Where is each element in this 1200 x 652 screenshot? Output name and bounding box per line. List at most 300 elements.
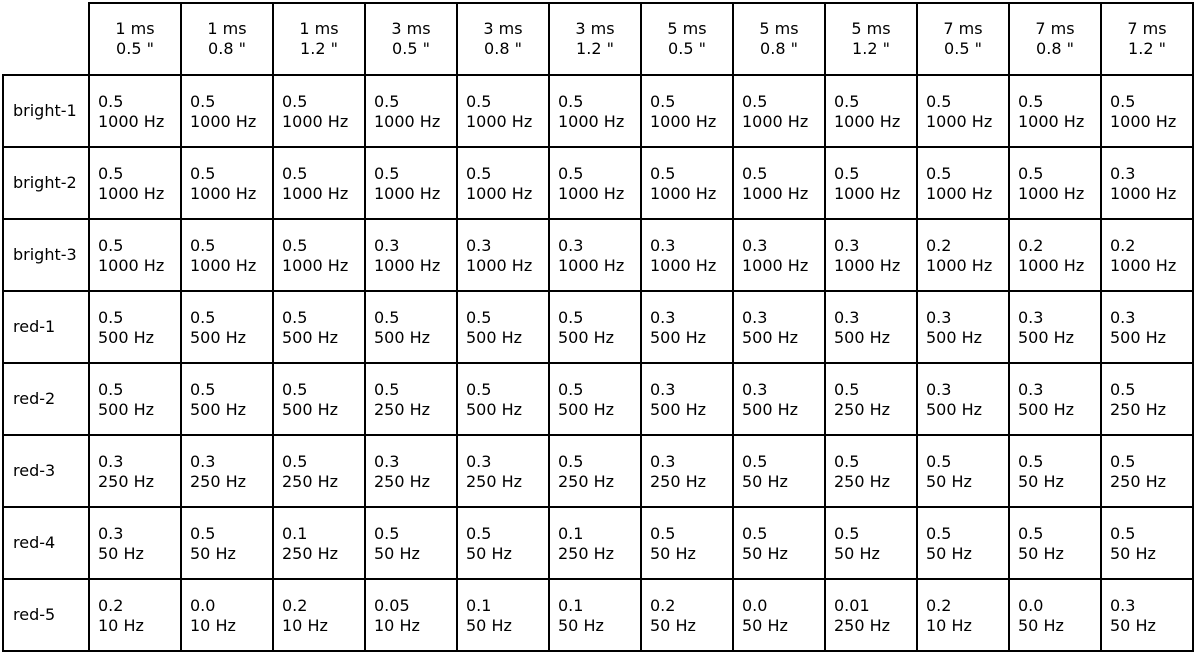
cell-frequency: 1000 Hz (466, 111, 533, 131)
table-cell (273, 435, 365, 507)
table-row (3, 579, 1193, 651)
table-cell (89, 579, 181, 651)
column-header (273, 3, 365, 75)
cell-value: 0.3 (742, 379, 768, 399)
cell-frequency: 1000 Hz (98, 183, 165, 203)
table-cell (549, 435, 641, 507)
cell-frequency: 1000 Hz (834, 183, 901, 203)
cell-frequency: 1000 Hz (834, 255, 901, 275)
table-row (3, 291, 1193, 363)
cell-value: 0.5 (190, 307, 216, 327)
corner-cell (3, 3, 89, 75)
table-cell (641, 291, 733, 363)
table-cell (917, 507, 1009, 579)
column-duration: 3 ms (391, 19, 431, 38)
column-duration: 7 ms (1035, 19, 1075, 38)
cell-frequency: 1000 Hz (742, 111, 809, 131)
column-header (917, 3, 1009, 75)
cell-frequency: 500 Hz (190, 399, 247, 419)
cell-value: 0.0 (742, 595, 768, 615)
cell-frequency: 10 Hz (926, 615, 972, 635)
cell-value: 0.5 (374, 91, 400, 111)
cell-frequency: 50 Hz (926, 543, 972, 563)
table-cell (1101, 219, 1193, 291)
column-duration: 5 ms (667, 19, 707, 38)
column-duration: 7 ms (1127, 19, 1167, 38)
cell-value: 0.3 (374, 235, 400, 255)
cell-value: 0.3 (650, 451, 676, 471)
column-size: 0.8 " (484, 39, 522, 58)
column-duration: 7 ms (943, 19, 983, 38)
cell-value: 0.5 (650, 91, 676, 111)
cell-frequency: 1000 Hz (650, 183, 717, 203)
cell-frequency: 250 Hz (558, 543, 615, 563)
table-cell (457, 291, 549, 363)
cell-value: 0.3 (1110, 595, 1136, 615)
cell-frequency: 250 Hz (282, 471, 339, 491)
cell-frequency: 1000 Hz (926, 111, 993, 131)
table-cell (825, 363, 917, 435)
table-cell (917, 579, 1009, 651)
cell-frequency: 1000 Hz (1110, 255, 1177, 275)
column-size: 1.2 " (300, 39, 338, 58)
cell-frequency: 500 Hz (98, 327, 155, 347)
table-cell (641, 219, 733, 291)
table-cell (181, 291, 273, 363)
results-table (2, 2, 1194, 652)
table-cell (457, 507, 549, 579)
cell-value: 0.2 (1110, 235, 1136, 255)
table-row (3, 75, 1193, 147)
cell-value: 0.5 (926, 451, 952, 471)
cell-value: 0.2 (282, 595, 308, 615)
column-size: 1.2 " (1128, 39, 1166, 58)
table-cell (641, 75, 733, 147)
table-cell (365, 147, 457, 219)
cell-frequency: 1000 Hz (190, 255, 257, 275)
table-cell (365, 75, 457, 147)
cell-frequency: 250 Hz (834, 471, 891, 491)
cell-value: 0.5 (374, 163, 400, 183)
cell-value: 0.3 (650, 307, 676, 327)
cell-value: 0.1 (558, 595, 584, 615)
cell-value: 0.3 (742, 235, 768, 255)
cell-frequency: 500 Hz (466, 327, 523, 347)
cell-frequency: 50 Hz (1018, 543, 1064, 563)
cell-value: 0.3 (1110, 307, 1136, 327)
column-size: 1.2 " (852, 39, 890, 58)
cell-frequency: 50 Hz (650, 543, 696, 563)
row-label: red-1 (3, 291, 89, 363)
cell-value: 0.3 (650, 235, 676, 255)
cell-value: 0.5 (374, 307, 400, 327)
column-header (641, 3, 733, 75)
column-header (825, 3, 917, 75)
table-cell (89, 75, 181, 147)
table-cell (1009, 75, 1101, 147)
table-cell (273, 75, 365, 147)
cell-value: 0.5 (190, 163, 216, 183)
table-cell (457, 579, 549, 651)
column-size: 0.8 " (208, 39, 246, 58)
row-label: red-3 (3, 435, 89, 507)
cell-value: 0.3 (926, 379, 952, 399)
cell-value: 0.5 (466, 379, 492, 399)
cell-value: 0.5 (558, 379, 584, 399)
table-cell (917, 291, 1009, 363)
table-row (3, 507, 1193, 579)
column-duration: 5 ms (759, 19, 799, 38)
column-size: 0.5 " (944, 39, 982, 58)
cell-frequency: 1000 Hz (926, 255, 993, 275)
cell-frequency: 50 Hz (466, 615, 512, 635)
cell-value: 0.5 (1110, 379, 1136, 399)
table-cell (1009, 363, 1101, 435)
cell-frequency: 500 Hz (558, 399, 615, 419)
cell-frequency: 50 Hz (98, 543, 144, 563)
cell-frequency: 250 Hz (834, 399, 891, 419)
table-cell (365, 579, 457, 651)
cell-frequency: 1000 Hz (466, 255, 533, 275)
cell-value: 0.5 (742, 91, 768, 111)
cell-frequency: 50 Hz (742, 471, 788, 491)
table-cell (365, 219, 457, 291)
cell-value: 0.01 (834, 595, 870, 615)
table-cell (1101, 435, 1193, 507)
cell-frequency: 250 Hz (98, 471, 155, 491)
cell-frequency: 500 Hz (742, 327, 799, 347)
cell-frequency: 1000 Hz (742, 183, 809, 203)
table-cell (1101, 291, 1193, 363)
table-cell (457, 363, 549, 435)
cell-value: 0.1 (466, 595, 492, 615)
table-cell (365, 507, 457, 579)
cell-frequency: 1000 Hz (834, 111, 901, 131)
cell-value: 0.5 (466, 307, 492, 327)
cell-value: 0.5 (742, 451, 768, 471)
cell-value: 0.5 (1110, 523, 1136, 543)
cell-frequency: 1000 Hz (190, 111, 257, 131)
cell-frequency: 500 Hz (650, 399, 707, 419)
cell-frequency: 1000 Hz (926, 183, 993, 203)
cell-frequency: 250 Hz (190, 471, 247, 491)
cell-value: 0.5 (466, 91, 492, 111)
table-cell (457, 435, 549, 507)
cell-frequency: 50 Hz (374, 543, 420, 563)
column-header (549, 3, 641, 75)
table-cell (1009, 435, 1101, 507)
cell-value: 0.5 (190, 91, 216, 111)
table-cell (733, 579, 825, 651)
row-label: bright-3 (3, 219, 89, 291)
cell-value: 0.3 (926, 307, 952, 327)
cell-frequency: 50 Hz (558, 615, 604, 635)
table-cell (641, 435, 733, 507)
cell-value: 0.3 (98, 523, 124, 543)
table-cell (273, 219, 365, 291)
cell-frequency: 1000 Hz (374, 255, 441, 275)
column-size: 0.5 " (116, 39, 154, 58)
cell-value: 0.5 (558, 91, 584, 111)
cell-value: 0.5 (374, 379, 400, 399)
table-cell (1101, 579, 1193, 651)
cell-value: 0.5 (834, 163, 860, 183)
table-row (3, 435, 1193, 507)
table-cell (733, 219, 825, 291)
cell-frequency: 10 Hz (190, 615, 236, 635)
cell-value: 0.3 (1018, 307, 1044, 327)
table-cell (825, 147, 917, 219)
table-cell (1101, 507, 1193, 579)
cell-value: 0.5 (98, 163, 124, 183)
cell-value: 0.2 (1018, 235, 1044, 255)
cell-frequency: 250 Hz (558, 471, 615, 491)
cell-value: 0.5 (558, 307, 584, 327)
cell-frequency: 50 Hz (834, 543, 880, 563)
column-header (365, 3, 457, 75)
cell-frequency: 500 Hz (558, 327, 615, 347)
cell-frequency: 50 Hz (926, 471, 972, 491)
table-cell (181, 435, 273, 507)
cell-value: 0.3 (1018, 379, 1044, 399)
cell-value: 0.5 (1110, 451, 1136, 471)
cell-value: 0.5 (834, 91, 860, 111)
column-duration: 5 ms (851, 19, 891, 38)
cell-frequency: 1000 Hz (190, 183, 257, 203)
cell-frequency: 1000 Hz (98, 255, 165, 275)
cell-frequency: 50 Hz (1110, 543, 1156, 563)
column-size: 0.5 " (668, 39, 706, 58)
cell-value: 0.5 (282, 235, 308, 255)
table-cell (273, 507, 365, 579)
cell-frequency: 1000 Hz (558, 111, 625, 131)
cell-frequency: 250 Hz (466, 471, 523, 491)
cell-frequency: 500 Hz (742, 399, 799, 419)
table-cell (273, 363, 365, 435)
cell-frequency: 1000 Hz (1018, 111, 1085, 131)
column-size: 0.8 " (1036, 39, 1074, 58)
cell-value: 0.2 (650, 595, 676, 615)
table-cell (733, 435, 825, 507)
cell-frequency: 1000 Hz (650, 255, 717, 275)
cell-value: 0.2 (926, 595, 952, 615)
table-cell (1009, 507, 1101, 579)
table-cell (273, 291, 365, 363)
table-cell (181, 579, 273, 651)
table-cell (181, 147, 273, 219)
table-cell (825, 291, 917, 363)
cell-value: 0.5 (1018, 523, 1044, 543)
table-cell (733, 147, 825, 219)
cell-frequency: 1000 Hz (374, 183, 441, 203)
cell-value: 0.5 (282, 163, 308, 183)
cell-value: 0.2 (926, 235, 952, 255)
table-row (3, 363, 1193, 435)
table-cell (1101, 75, 1193, 147)
cell-value: 0.3 (650, 379, 676, 399)
cell-value: 0.5 (190, 235, 216, 255)
cell-frequency: 50 Hz (742, 615, 788, 635)
cell-frequency: 1000 Hz (466, 183, 533, 203)
row-label: red-4 (3, 507, 89, 579)
table-cell (825, 507, 917, 579)
cell-frequency: 250 Hz (650, 471, 707, 491)
table-cell (89, 363, 181, 435)
column-header (733, 3, 825, 75)
table-cell (641, 507, 733, 579)
table-cell (1101, 363, 1193, 435)
cell-frequency: 500 Hz (926, 399, 983, 419)
cell-frequency: 250 Hz (1110, 471, 1167, 491)
cell-frequency: 500 Hz (1018, 327, 1075, 347)
cell-value: 0.0 (190, 595, 216, 615)
table-cell (917, 75, 1009, 147)
table-cell (457, 75, 549, 147)
table-cell (181, 219, 273, 291)
cell-frequency: 250 Hz (282, 543, 339, 563)
cell-frequency: 500 Hz (374, 327, 431, 347)
table-cell (825, 219, 917, 291)
table-row (3, 219, 1193, 291)
cell-value: 0.5 (190, 379, 216, 399)
cell-frequency: 500 Hz (466, 399, 523, 419)
cell-frequency: 1000 Hz (742, 255, 809, 275)
cell-frequency: 10 Hz (374, 615, 420, 635)
cell-frequency: 500 Hz (1018, 399, 1075, 419)
column-duration: 3 ms (483, 19, 523, 38)
column-header (1009, 3, 1101, 75)
table-cell (917, 435, 1009, 507)
cell-frequency: 1000 Hz (558, 183, 625, 203)
cell-value: 0.5 (926, 523, 952, 543)
cell-frequency: 500 Hz (926, 327, 983, 347)
cell-frequency: 1000 Hz (374, 111, 441, 131)
cell-frequency: 1000 Hz (1018, 255, 1085, 275)
column-duration: 1 ms (115, 19, 155, 38)
cell-value: 0.5 (98, 379, 124, 399)
cell-value: 0.3 (466, 451, 492, 471)
cell-value: 0.3 (98, 451, 124, 471)
column-size: 0.5 " (392, 39, 430, 58)
cell-value: 0.5 (190, 523, 216, 543)
cell-frequency: 10 Hz (282, 615, 328, 635)
cell-value: 0.5 (926, 163, 952, 183)
cell-frequency: 50 Hz (742, 543, 788, 563)
cell-value: 0.3 (466, 235, 492, 255)
column-duration: 1 ms (299, 19, 339, 38)
column-size: 1.2 " (576, 39, 614, 58)
table-cell (549, 363, 641, 435)
cell-frequency: 500 Hz (190, 327, 247, 347)
table-cell (365, 435, 457, 507)
table-cell (89, 435, 181, 507)
table-cell (549, 147, 641, 219)
cell-value: 0.3 (190, 451, 216, 471)
table-cell (825, 435, 917, 507)
table-cell (89, 147, 181, 219)
column-duration: 1 ms (207, 19, 247, 38)
row-label: red-2 (3, 363, 89, 435)
cell-value: 0.5 (558, 451, 584, 471)
table-cell (733, 363, 825, 435)
cell-frequency: 1000 Hz (1110, 111, 1177, 131)
table-cell (89, 507, 181, 579)
cell-frequency: 1000 Hz (558, 255, 625, 275)
cell-value: 0.5 (1018, 91, 1044, 111)
table-cell (549, 507, 641, 579)
cell-value: 0.3 (834, 307, 860, 327)
cell-frequency: 1000 Hz (650, 111, 717, 131)
cell-value: 0.5 (466, 523, 492, 543)
cell-value: 0.5 (834, 451, 860, 471)
table-cell (181, 507, 273, 579)
cell-value: 0.5 (650, 163, 676, 183)
cell-value: 0.5 (466, 163, 492, 183)
cell-frequency: 500 Hz (650, 327, 707, 347)
cell-value: 0.3 (742, 307, 768, 327)
cell-value: 0.0 (1018, 595, 1044, 615)
table-cell (825, 579, 917, 651)
table-cell (549, 75, 641, 147)
cell-value: 0.5 (834, 523, 860, 543)
table-cell (181, 363, 273, 435)
table-cell (733, 75, 825, 147)
cell-value: 0.5 (1018, 163, 1044, 183)
table-cell (641, 147, 733, 219)
cell-frequency: 1000 Hz (98, 111, 165, 131)
table-cell (917, 219, 1009, 291)
cell-frequency: 250 Hz (1110, 399, 1167, 419)
table-cell (457, 219, 549, 291)
row-label: bright-1 (3, 75, 89, 147)
cell-value: 0.5 (650, 523, 676, 543)
table-cell (733, 291, 825, 363)
cell-value: 0.2 (98, 595, 124, 615)
cell-frequency: 500 Hz (98, 399, 155, 419)
cell-frequency: 1000 Hz (282, 111, 349, 131)
cell-value: 0.5 (558, 163, 584, 183)
header-row (3, 3, 1193, 75)
cell-frequency: 500 Hz (282, 327, 339, 347)
table-cell (365, 363, 457, 435)
table-cell (365, 291, 457, 363)
row-label: red-5 (3, 579, 89, 651)
cell-value: 0.5 (742, 523, 768, 543)
table-cell (1009, 291, 1101, 363)
cell-value: 0.5 (282, 307, 308, 327)
table-cell (181, 75, 273, 147)
table-cell (89, 219, 181, 291)
column-size: 0.8 " (760, 39, 798, 58)
table-cell (641, 579, 733, 651)
table-row (3, 147, 1193, 219)
table-cell (549, 579, 641, 651)
cell-frequency: 50 Hz (1110, 615, 1156, 635)
table-cell (733, 507, 825, 579)
cell-frequency: 1000 Hz (1018, 183, 1085, 203)
table-cell (273, 579, 365, 651)
column-header (181, 3, 273, 75)
cell-frequency: 50 Hz (190, 543, 236, 563)
table-cell (917, 147, 1009, 219)
table-cell (825, 75, 917, 147)
table-cell (1009, 147, 1101, 219)
cell-frequency: 1000 Hz (282, 183, 349, 203)
cell-frequency: 10 Hz (98, 615, 144, 635)
table-cell (641, 363, 733, 435)
cell-value: 0.1 (558, 523, 584, 543)
cell-value: 0.3 (834, 235, 860, 255)
